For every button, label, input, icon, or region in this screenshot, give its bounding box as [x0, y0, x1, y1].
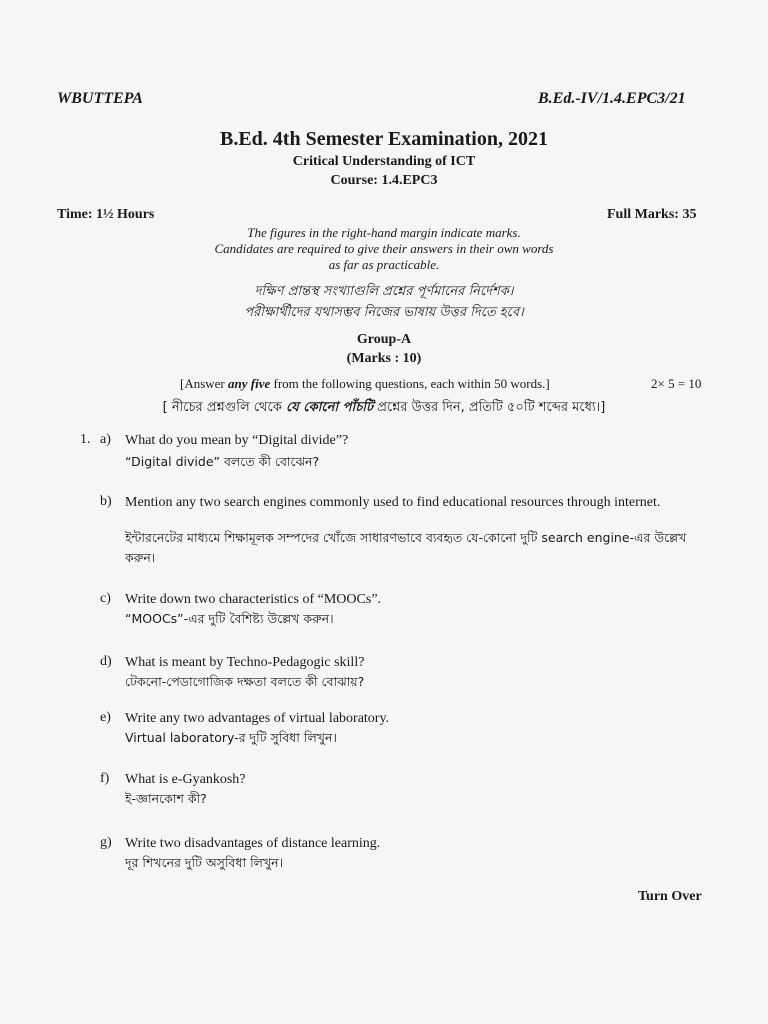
header-left-code: WBUTTEPA — [57, 90, 143, 107]
question-label: e) — [100, 710, 111, 725]
exam-course: Course: 1.4.EPC3 — [330, 173, 438, 188]
turn-over-label: Turn Over — [638, 889, 702, 904]
question-text-en: What is meant by Techno-Pedagogic skill? — [125, 655, 365, 670]
exam-title: B.Ed. 4th Semester Examination, 2021 — [220, 128, 548, 150]
instruction-en-line1: The figures in the right-hand margin indicate marks. — [247, 225, 521, 240]
question-text-en: What do you mean by “Digital divide”? — [125, 433, 349, 448]
header-right-code: B.Ed.-IV/1.4.EPC3/21 — [538, 90, 686, 107]
question-label: g) — [100, 835, 112, 850]
question-text-en: Write any two advantages of virtual laboratory. — [125, 711, 390, 726]
marks-calculation: 2× 5 = 10 — [651, 376, 702, 391]
answer-instruction-post: from the following questions, each within 50 words.] — [270, 376, 550, 391]
answer-instruction-pre: [Answer — [180, 376, 229, 391]
question-text-bn: ই-জ্ঞানকোশ কী? — [125, 791, 207, 806]
answer-instruction-bn-post: প্রশ্নের উত্তর দিন, প্রতিটি ৫০টি শব্দের মধ্যে।] — [373, 400, 606, 415]
question-label: d) — [100, 654, 112, 669]
exam-time: Time: 1½ Hours — [57, 207, 155, 222]
question-text-en: Write two disadvantages of distance learning. — [125, 836, 381, 851]
question-text-bn: ইন্টারনেটের মাধ্যমে শিক্ষামূলক সম্পদের খোঁজে সাধারণভাবে ব্যবহৃত যে-কোনো দুটি search engine-এর উল্লেখ করুন। — [125, 530, 687, 565]
question-text-en: Mention any two search engines commonly used to find educational resources through internet. — [125, 495, 661, 510]
answer-instruction-bn-emphasis: যে কোনো পাঁচটি — [285, 400, 374, 415]
instruction-en-line3: as far as practicable. — [328, 257, 440, 272]
question-text-bn: দূর শিখনের দুটি অসুবিধা লিখুন। — [125, 855, 284, 870]
question-number: 1. — [80, 432, 91, 447]
group-marks: (Marks : 10) — [346, 351, 422, 366]
exam-full-marks: Full Marks: 35 — [607, 207, 697, 222]
question-text-bn: “MOOCs”-এর দুটি বৈশিষ্ট্য উল্লেখ করুন। — [125, 611, 334, 626]
question-label: c) — [100, 591, 111, 606]
exam-subject: Critical Understanding of ICT — [292, 154, 476, 169]
instruction-bn-line2: পরীক্ষার্থীদের যথাসম্ভব নিজের ভাষায় উত্তর দিতে হবে। — [244, 305, 524, 320]
answer-instruction-bn-pre: [ নীচের প্রশ্নগুলি থেকে — [162, 400, 286, 415]
instruction-en-line2: Candidates are required to give their answers in their own words — [214, 241, 554, 256]
instruction-bn-line1: দক্ষিণ প্রান্তস্থ সংখ্যাগুলি প্রশ্নের পূর্ণমানের নির্দেশক। — [254, 284, 514, 299]
question-label: a) — [100, 432, 111, 447]
group-name: Group-A — [356, 332, 412, 347]
question-text-en: What is e-Gyankosh? — [125, 772, 246, 787]
question-text-en: Write down two characteristics of “MOOCs”. — [125, 592, 382, 607]
answer-instruction-emphasis: any five — [228, 376, 271, 391]
answer-instruction — [180, 376, 550, 392]
answer-instruction-bn — [0, 398, 768, 419]
question-label: b) — [100, 494, 112, 509]
question-label: f) — [100, 771, 110, 786]
question-text-bn: “Digital divide” বলতে কী বোঝেন? — [125, 454, 320, 469]
question-text-bn: টেকনো-পেডাগোজিক দক্ষতা বলতে কী বোঝায়? — [125, 674, 365, 689]
question-text-bn: Virtual laboratory-র দুটি সুবিধা লিখুন। — [125, 730, 337, 745]
